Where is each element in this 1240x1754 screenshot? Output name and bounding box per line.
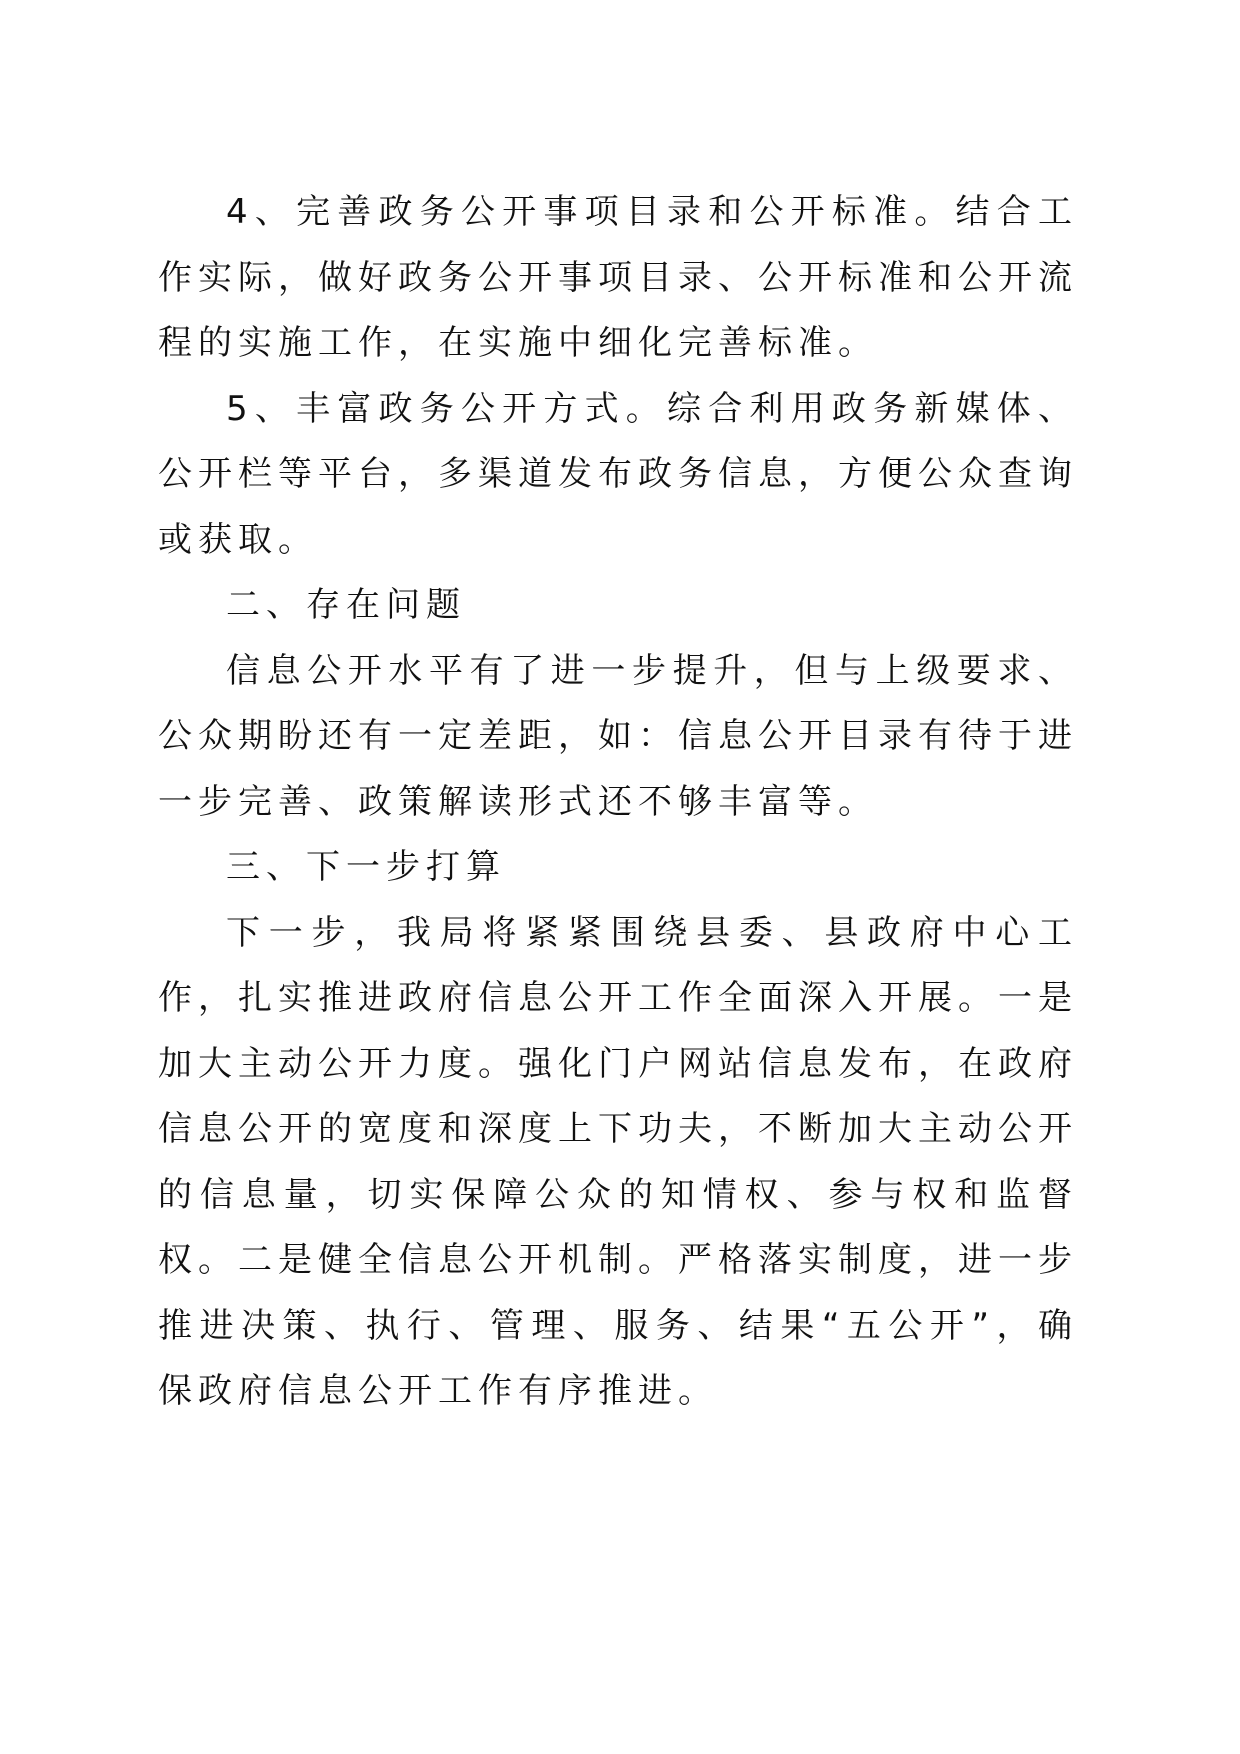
document-body	[158, 180, 1078, 1425]
paragraph-enrich-methods: 5、丰富政务公开方式。综合利用政务新媒体、公开栏等平台，多渠道发布政务信息，方便公众查询或获取。	[158, 388, 1078, 560]
paragraph-next-steps: 下一步，我局将紧紧围绕县委、县政府中心工作，扎实推进政府信息公开工作全面深入开展。一是加大主动公开力度。强化门户网站信息发布，在政府信息公开的宽度和深度上下功夫，不断加大主动公开的信息量，切实保障公众的知情权、参与权和监督权。二是健全信息公开机制。严格落实制度，进一步推进决策、执行、管理、服务、结果“五公开”，确保政府信息公开工作有序推进。	[158, 912, 1078, 1411]
paragraph-improve-catalog: 4、完善政务公开事项目录和公开标准。结合工作实际，做好政务公开事项目录、公开标准和公开流程的实施工作，在实施中细化完善标准。	[158, 192, 1078, 363]
paragraph-problems: 信息公开水平有了进一步提升，但与上级要求、公众期盼还有一定差距，如：信息公开目录有待于进一步完善、政策解读形式还不够丰富等。	[158, 650, 1078, 822]
section-heading-next-steps: 三、下一步打算	[226, 847, 506, 887]
section-heading-problems: 二、存在问题	[226, 585, 466, 625]
